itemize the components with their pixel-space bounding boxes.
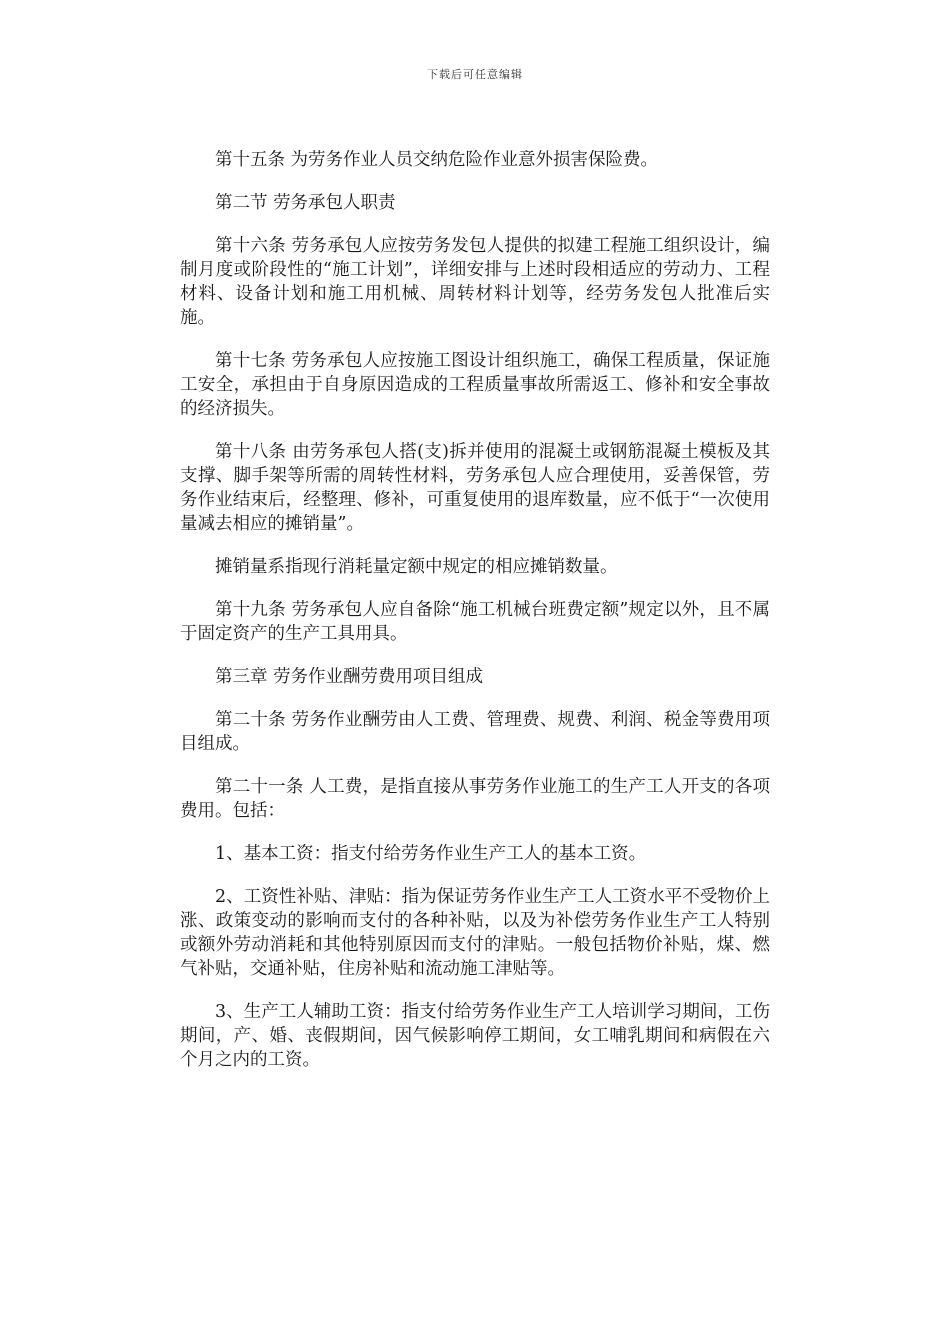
paragraph-article-20: 第二十条 劳务作业酬劳由人工费、管理费、规费、利润、税金等费用项目组成。 [180,710,770,754]
paragraph-article-15: 第十五条 为劳务作业人员交纳危险作业意外损害保险费。 [215,150,659,170]
header-note: 下载后可任意编辑 [427,68,523,81]
section-heading-contractor-duties: 第二节 劳务承包人职责 [215,193,396,213]
paragraph-article-18: 第十八条 由劳务承包人搭(支)拆并使用的混凝土或钢筋混凝土模板及其支撑、脚手架等所需的周转性材料，劳务承包人应合理使用，妥善保管，劳务作业结束后，经整理、修补，可重复使用的退库数量，应不低于“一次使用量减去相应的摊销量”。 [180,442,770,534]
document-body [180,148,770,1091]
paragraph-article-16: 第十六条 劳务承包人应按劳务发包人提供的拟建工程施工组织设计，编制月度或阶段性的“施工计划”，详细安排与上述时段相适应的劳动力、工程材料、设备计划和施工用机械、周转材料计划等，经劳务发包人批准后实施。 [180,236,770,328]
list-item-basic-wage: 1、基本工资：指支付给劳务作业生产工人的基本工资。 [215,844,647,864]
list-item-auxiliary-wage: 3、生产工人辅助工资：指支付给劳务作业生产工人培训学习期间，工伤期间，产、婚、丧假期间，因气候影响停工期间，女工哺乳期间和病假在六个月之内的工资。 [180,1002,770,1070]
list-item-allowances: 2、工资性补贴、津贴：指为保证劳务作业生产工人工资水平不受物价上涨、政策变动的影响而支付的各种补贴，以及为补偿劳务作业生产工人特别或额外劳动消耗和其他特别原因而支付的津贴。一般包括物价补贴，煤、燃气补贴，交通补贴，住房补贴和流动施工津贴等。 [180,887,770,979]
paragraph-article-17: 第十七条 劳务承包人应按施工图设计组织施工，确保工程质量，保证施工安全，承担由于自身原因造成的工程质量事故所需返工、修补和安全事故的经济损失。 [180,351,770,419]
paragraph-article-21: 第二十一条 人工费，是指直接从事劳务作业施工的生产工人开支的各项费用。包括： [180,777,770,821]
chapter-heading-3: 第三章 劳务作业酬劳费用项目组成 [215,667,484,687]
paragraph-amortization-note: 摊销量系指现行消耗量定额中规定的相应摊销数量。 [215,557,618,577]
paragraph-article-19: 第十九条 劳务承包人应自备除“施工机械台班费定额”规定以外，且不属于固定资产的生产工具用具。 [180,600,770,644]
